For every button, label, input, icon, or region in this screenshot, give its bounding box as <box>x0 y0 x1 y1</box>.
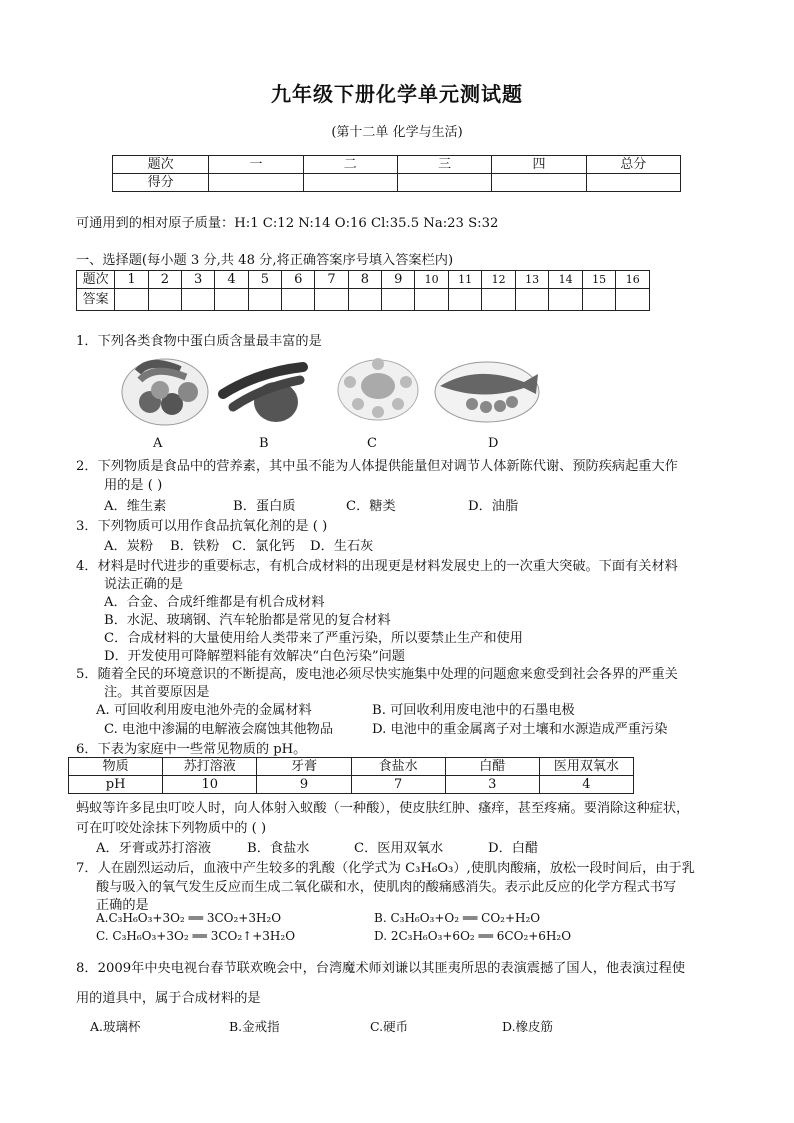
question-number: 6 <box>282 271 315 289</box>
answer-cell <box>115 289 148 311</box>
score-input-cell <box>397 174 491 192</box>
score-input-cell <box>586 174 680 192</box>
question-number: 5 <box>248 271 281 289</box>
ph-table-cell: 9 <box>257 776 351 794</box>
q7-option-d: D. 2C₃H₆O₃+6O₂ ══ 6CO₂+6H₂O <box>374 929 572 943</box>
answer-cell <box>348 289 381 311</box>
question-number: 12 <box>482 271 516 289</box>
q3-option-d: D．生石灰 <box>310 539 374 554</box>
question-number: 9 <box>382 271 415 289</box>
ph-table-cell: 牙膏 <box>257 758 351 776</box>
sweet-potato-image <box>218 352 308 427</box>
score-cell: 总分 <box>586 156 680 174</box>
score-cell: 二 <box>303 156 397 174</box>
q4-option-c: C．合成材料的大量使用给人类带来了严重污染，所以要禁止生产和使用 <box>104 631 523 646</box>
q7-line2: 酸与吸入的氧气发生反应而生成二氧化碳和水，使肌肉的酸痛感消失。表示此反应的化学方程式书写 <box>96 880 677 895</box>
answer-table-number-row <box>77 271 650 289</box>
question-number: 16 <box>616 271 650 289</box>
ph-table-cell: 3 <box>445 776 539 794</box>
q1-option-a: A <box>153 436 163 451</box>
score-input-cell <box>303 174 397 192</box>
ph-table-cell: 苏打溶液 <box>163 758 257 776</box>
q3-option-a: A．炭粉 <box>104 539 154 554</box>
q7-line3: 正确的是 <box>96 898 149 913</box>
answer-cell <box>482 289 516 311</box>
q6-option-d: D．白醋 <box>488 841 539 856</box>
q2-option-a: A．维生素 <box>104 499 167 514</box>
score-cell: 一 <box>209 156 303 174</box>
q8-option-d: D.橡皮筋 <box>502 1019 554 1034</box>
answer-cell <box>616 289 650 311</box>
score-cell: 题次 <box>113 156 209 174</box>
answer-cell <box>515 289 549 311</box>
answer-cell <box>382 289 415 311</box>
q8-line2: 用的道具中，属于合成材料的是 <box>76 991 261 1006</box>
q7-option-c: C. C₃H₆O₃+3O₂ ══ 3CO₂↑+3H₂O <box>96 929 296 943</box>
q4-line2: 说法正确的是 <box>104 577 184 592</box>
answer-cell <box>148 289 181 311</box>
q8-option-a: A.玻璃杯 <box>90 1019 141 1034</box>
q4-option-a: A．合金、合成纤维都是有机合成材料 <box>104 595 325 610</box>
answer-cell <box>182 289 215 311</box>
page-subtitle: (第十二单 化学与生活) <box>331 125 463 140</box>
ph-table-cell: 7 <box>351 776 445 794</box>
fish-plate-image <box>432 352 542 427</box>
q3-option-b: B．铁粉 <box>170 539 220 554</box>
score-input-cell <box>492 174 586 192</box>
answer-row-label: 题次 <box>77 271 115 289</box>
ph-table <box>68 757 634 794</box>
q7-line1: 7．人在剧烈运动后，血液中产生较多的乳酸（化学式为 C₃H₆O₃）,使肌肉酸痛，放松一段时间后，由于乳 <box>76 861 695 876</box>
answer-cell <box>549 289 583 311</box>
atomic-masses: 可通用到的相对原子质量：H:1 C:12 N:14 O:16 Cl:35.5 Na:23 S:32 <box>76 216 499 231</box>
q5-option-b: B. 可回收利用废电池中的石墨电极 <box>372 703 575 718</box>
question-number: 2 <box>148 271 181 289</box>
question-number: 15 <box>582 271 616 289</box>
question-number: 10 <box>415 271 449 289</box>
q6-line1: 蚂蚁等许多昆虫叮咬人时，向人体射入蚁酸（一种酸），使皮肤红肿、瘙痒，甚至疼痛。要消除这种症状， <box>76 801 690 816</box>
q8-option-b: B.金戒指 <box>229 1019 280 1034</box>
score-input-cell <box>209 174 303 192</box>
q2-line2: 用的是 ( ) <box>104 478 163 493</box>
q2-option-c: C．糖类 <box>346 499 396 514</box>
answer-cell <box>215 289 248 311</box>
q2-option-b: B．蛋白质 <box>233 499 296 514</box>
ph-table-cell: 白醋 <box>445 758 539 776</box>
answer-row-label: 答案 <box>77 289 115 311</box>
q4-option-d: D．开发使用可降解塑料能有效解决“白色污染”问题 <box>104 649 405 664</box>
ph-table-cell: pH <box>69 776 163 794</box>
question-number: 8 <box>348 271 381 289</box>
answer-cell <box>415 289 449 311</box>
ph-table-cell: 物质 <box>69 758 163 776</box>
q1-stem: 1．下列各类食物中蛋白质含量最丰富的是 <box>76 334 322 349</box>
score-cell: 得分 <box>113 174 209 192</box>
question-number: 7 <box>315 271 348 289</box>
question-number: 13 <box>515 271 549 289</box>
q3-option-c: C．氯化钙 <box>232 539 295 554</box>
ph-table-header-row <box>69 758 634 776</box>
ph-table-cell: 医用双氧水 <box>539 758 633 776</box>
q5-option-c: C. 电池中渗漏的电解液会腐蚀其他物品 <box>104 722 334 737</box>
q6-stem: 6．下表为家庭中一些常见物质的 pH。 <box>76 742 307 757</box>
q2-line1: 2．下列物质是食品中的营养素，其中虽不能为人体提供能量但对调节人体新陈代谢、预防疾病起重大作 <box>76 459 678 474</box>
q5-option-d: D. 电池中的重金属离子对土壤和水源造成严重污染 <box>372 722 668 737</box>
q5-option-a: A. 可回收利用废电池外壳的金属材料 <box>96 703 312 718</box>
question-number: 4 <box>215 271 248 289</box>
answer-cell <box>315 289 348 311</box>
section1-heading: 一、选择题(每小题 3 分,共 48 分,将正确答案序号填入答案栏内) <box>76 253 454 268</box>
q2-option-d: D．油脂 <box>468 499 519 514</box>
answer-cell <box>582 289 616 311</box>
q5-line1: 5．随着全民的环境意识的不断提高，废电池必须尽快实施集中处理的问题愈来愈受到社会各界的严重关 <box>76 667 678 682</box>
q7-option-b: B. C₃H₆O₃+O₂ ══ CO₂+H₂O <box>374 911 541 925</box>
score-cell: 四 <box>492 156 586 174</box>
q8-line1: 8．2009年中央电视台春节联欢晚会中，台湾魔术师刘谦以其匪夷所思的表演震撼了国人，他表演过程使 <box>76 961 686 976</box>
score-table <box>112 155 681 192</box>
question-number: 3 <box>182 271 215 289</box>
ph-table-cell: 10 <box>163 776 257 794</box>
fruit-plate-image <box>120 352 210 427</box>
q5-line2: 注。其首要原因是 <box>104 685 210 700</box>
q3-stem: 3．下列物质可以用作食品抗氧化剂的是 ( ) <box>76 519 328 534</box>
q8-option-c: C.硬币 <box>370 1019 409 1034</box>
score-cell: 三 <box>397 156 491 174</box>
ph-table-value-row <box>69 776 634 794</box>
ph-table-cell: 食盐水 <box>351 758 445 776</box>
q1-option-b: B <box>259 436 269 451</box>
answer-cell <box>448 289 482 311</box>
q6-line2: 可在叮咬处涂抹下列物质中的 ( ) <box>76 821 267 836</box>
q6-option-a: A．牙膏或苏打溶液 <box>96 841 212 856</box>
q4-line1: 4．材料是时代进步的重要标志，有机合成材料的出现更是材料发展史上的一次重大突破。下面有关材料 <box>76 559 678 574</box>
question-number: 1 <box>115 271 148 289</box>
q1-option-d: D <box>488 436 499 451</box>
score-table-header-row <box>113 156 681 174</box>
score-table-score-row <box>113 174 681 192</box>
answer-cell <box>282 289 315 311</box>
question-number: 11 <box>448 271 482 289</box>
q1-option-c: C <box>367 436 377 451</box>
q7-option-a: A.C₃H₆O₃+3O₂ ══ 3CO₂+3H₂O <box>96 911 282 925</box>
answer-table-answer-row <box>77 289 650 311</box>
q6-option-b: B．食盐水 <box>247 841 310 856</box>
rice-plate-image <box>336 352 420 427</box>
page-title: 九年级下册化学单元测试题 <box>271 82 523 106</box>
q4-option-b: B．水泥、玻璃钢、汽车轮胎都是常见的复合材料 <box>104 613 391 628</box>
question-number: 14 <box>549 271 583 289</box>
answer-table <box>76 270 650 311</box>
answer-cell <box>248 289 281 311</box>
q6-option-c: C．医用双氧水 <box>354 841 444 856</box>
ph-table-cell: 4 <box>539 776 633 794</box>
